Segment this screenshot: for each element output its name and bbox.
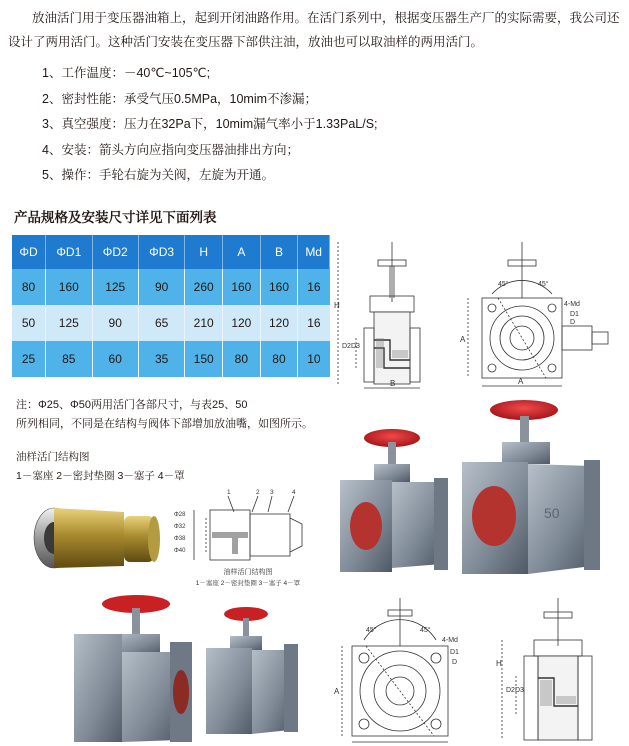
table-cell: 120 [223,305,261,341]
table-cell: 90 [138,269,184,305]
table-cell: 90 [92,305,138,341]
table-cell: 150 [185,341,223,377]
table-header-cell: ΦD3 [138,235,184,269]
table-cell: 160 [260,269,298,305]
diagram-parts: 1－塞座 2－密封垫圈 3－塞子 4－罩 [195,580,301,587]
part-number: 2 [256,489,260,496]
valve-number: 50 [544,505,560,521]
table-cell: 16 [298,269,330,305]
table-cell: 35 [138,341,184,377]
spec-item: 3、真空强度：压力在32Pa下，10mim漏气率小于1.33PaL/S; [42,117,378,131]
valve-section-drawing-bottom [494,596,622,746]
sample-valve-legend [16,448,185,486]
table-cell: 85 [46,341,92,377]
spec-table [12,235,330,377]
spec-item: 1、工作温度：－40℃~105℃; [42,66,211,80]
spec-item: 5、操作：手轮右旋为关阀，左旋为开通。 [42,168,274,182]
note-text [16,396,313,434]
table-cell: 16 [298,305,330,341]
sample-valve-photo [28,490,164,580]
valve-front-drawing [452,238,622,390]
spec-list [42,61,378,189]
spec-item: 4、安装：箭头方向应指向变压器油排出方向； [42,142,299,157]
table-cell: 120 [260,305,298,341]
label-a: A [518,377,524,386]
table-header-cell: ΦD1 [46,235,92,269]
label-md: 4-Md [564,301,580,308]
label-d1: D1 [450,649,459,656]
label-angle: 45° [538,281,549,288]
table-title: 产品规格及安装尺寸详见下面列表 [14,210,217,225]
label-angle: 45° [498,281,509,288]
label-d: D [452,659,458,666]
table-cell: 125 [92,269,138,305]
table-cell: 260 [185,269,223,305]
spec-item: 2、密封性能：承受气压0.5MPa，10mim不渗漏； [42,91,318,106]
table-cell: 80 [260,341,298,377]
dim-label: Φ32 [174,524,186,530]
table-cell: 10 [298,341,330,377]
label-angle: 45° [420,627,431,634]
diagram-caption: 油样活门结构图 [223,569,273,576]
label-d1: D1 [570,311,579,318]
label-d: D [570,319,576,326]
table-header-cell: H [185,235,223,269]
table-header-cell: A [223,235,261,269]
label-angle: 45° [366,627,377,634]
intro-paragraph: 放油活门用于变压器油箱上，起到开闭油路作用。在活门系列中，根据变压器生产厂的实际需要，我公司还设计了两用活门。这种活门安装在变压器下部供注油，放油也可以取油样的两用活门。 [8,11,620,49]
valve-photos [332,398,622,588]
table-cell: 80 [12,269,46,305]
table-header-cell: B [260,235,298,269]
label-d2d3: D2D3 [342,343,360,350]
note-line: 注：Φ25、Φ50两用活门各部尺寸，与表25、50 [16,399,248,411]
table-header-cell: Md [298,235,330,269]
label-a: A [334,687,340,696]
structure-diagram [172,484,324,588]
table-header-cell: ΦD [12,235,46,269]
sample-title: 油样活门结构图 [16,451,90,463]
table-cell: 60 [92,341,138,377]
label-h: H [496,659,502,668]
dim-label: Φ40 [174,548,186,554]
label-a: A [460,335,466,344]
label-md: 4-Md [442,637,458,644]
table-cell: 160 [223,269,261,305]
table-cell: 65 [138,305,184,341]
table-cell: 125 [46,305,92,341]
label-h: H [334,301,340,310]
table-header-cell: ΦD2 [92,235,138,269]
table-cell: 210 [185,305,223,341]
valve-front-drawing-bottom [330,596,490,746]
valve-section-drawing [332,238,452,390]
part-number: 3 [270,489,274,496]
part-number: 1 [227,489,231,496]
table-row [12,341,330,377]
note-line: 所列相同，不同是在结构与阀体下部增加放油嘴，如图所示。 [16,418,313,430]
label-b: B [390,379,396,388]
label-d2d3: D2D3 [506,687,524,694]
dim-label: Φ38 [174,536,186,542]
table-cell: 50 [12,305,46,341]
table-cell: 80 [223,341,261,377]
part-number: 4 [292,489,296,496]
table-row [12,305,330,341]
table-cell: 25 [12,341,46,377]
table-header-row [12,235,330,269]
valve-photos-bottom [66,594,318,744]
table-cell: 160 [46,269,92,305]
sample-parts: 1－塞座 2－密封垫圈 3－塞子 4－罩 [16,470,185,482]
table-row [12,269,330,305]
dim-label: Φ28 [174,512,186,518]
